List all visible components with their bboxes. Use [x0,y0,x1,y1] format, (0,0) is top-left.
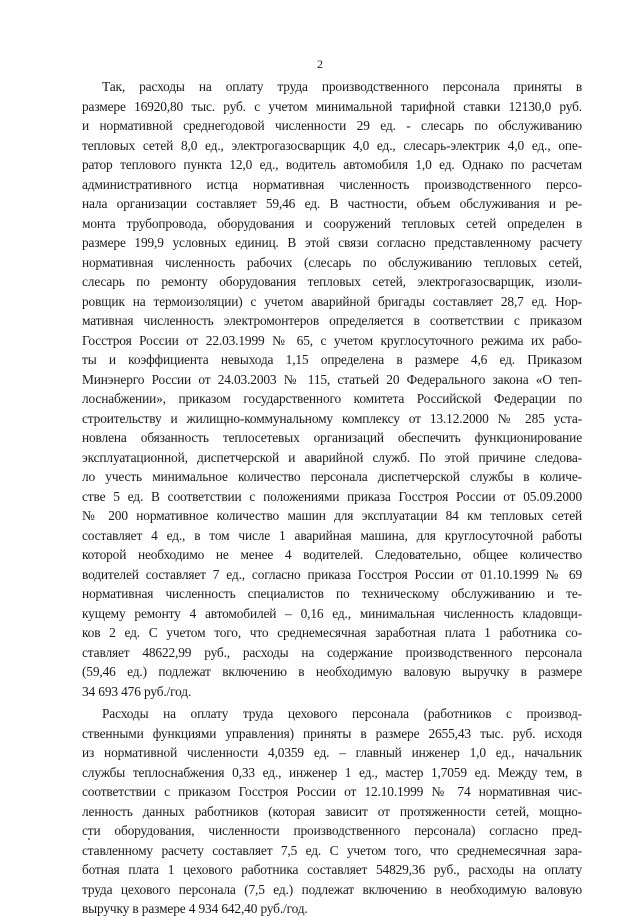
text-line: ботная плата 1 цехового работника составляет 54829,36 руб., расходы на оплату [82,862,582,877]
text-line: строительству и жилищно-коммунальному комплексу от 13.12.2000 № 285 уста- [82,410,582,426]
text-line: 34 693 476 руб./год. [82,683,192,699]
text-line: монта трубопровода, оборудования и сооружений тепловых сетей определен в [82,215,582,231]
text-line: Госстроя России от 22.03.1999 № 65, с учетом круглосуточного режима их рабо- [82,332,582,348]
text-line: водителей составляет 7 ед., согласно приказа Госстроя России от 01.10.1999 № 69 [82,566,582,582]
text-line: ставленному расчету составляет 7,5 ед. С учетом того, что среднемесячная зара- [82,842,582,858]
text-line: размере 16920,80 тыс. руб. с учетом минимальной тарифной ставки 12130,0 руб. [82,98,582,114]
text-line: нормативная численность специалистов по техническому обслуживанию и те- [82,586,582,601]
text-line: ровщик на термоизоляции) с учетом аварийной бригады составляет 28,7 ед. Нор- [82,293,582,309]
text-line: из нормативной численности 4,0359 ед. – главный инженер 1,0 ед., начальник [82,745,582,760]
text-line: которой необходимо не менее 4 водителей. Следовательно, общее количество [82,547,582,562]
text-line: сти оборудования, численности производственного персонала) согласно пред- [82,823,582,838]
text-line: ственными функциями управления) приняты в размере 2655,43 тыс. руб. исходя [82,725,582,741]
page-number: 2 [317,57,323,71]
text-line: Расходы на оплату труда цехового персонала (работников с производ- [102,706,582,721]
document-body [82,77,582,919]
text-line: № 200 нормативное количество машин для эксплуатации 84 км тепловых сетей [82,508,582,523]
text-line: службы теплоснабжения 0,33 ед., инженер 1 ед., мастер 1,7059 ед. Между тем, в [82,764,582,780]
text-line: выручку в размере 4 934 642,40 руб./год. [82,901,308,916]
text-line: слесарь по ремонту оборудования тепловых сетей, электрогазосварщик, изоли- [82,274,582,289]
text-line: ставляет 48622,99 руб., расходы на содержание производственного персонала [82,644,582,660]
text-line: составляет 4 ед., в том числе 1 аварийная машина, для круглосуточной работы [82,527,582,543]
text-line: соответствии с приказом Госстроя России от 12.10.1999 № 74 нормативная чис- [82,784,582,799]
text-line: новлена обязанность теплосетевых организаций обеспечить функционирование [82,430,582,445]
text-line: Минэнерго России от 24.03.2003 № 115, статьей 20 Федерального закона «О теп- [82,371,582,387]
text-line: нала организации составляет 59,46 ед. В частности, объем обслуживания и ре- [82,196,582,211]
paragraph-labor-costs-production [82,77,582,701]
text-line: труда цехового персонала (7,5 ед.) подлежат включению в необходимую валовую [82,881,582,897]
text-line: (59,46 ед.) подлежат включению в необходимую валовую выручку в размере [82,664,582,679]
text-line: нормативная численность рабочих (слесарь по обслуживанию тепловых сетей, [82,254,582,270]
paragraph-labor-costs-shop [82,704,582,919]
text-line: ратор теплового пункта 12,0 ед., водитель автомобиля 1,0 ед. Однако по расчетам [82,157,582,172]
text-line: ты и коэффициента невыхода 1,15 определена в размере 4,6 ед. Приказом [82,352,582,367]
text-line: размере 199,9 условных единиц. В этой связи согласно представленному расчету [82,235,582,250]
text-line: и нормативной среднегодовой численности 29 ед. - слесарь по обслуживанию [82,118,582,133]
text-line: ков 2 ед. С учетом того, что среднемесячная заработная плата 1 работника со- [82,625,582,640]
text-line: Так, расходы на оплату труда производственного персонала приняты в [102,79,582,94]
text-line: мативная численность электромонтеров определяется в соответствии с приказом [82,313,582,328]
text-line: тепловых сетей 8,0 ед., электрогазосварщик 4,0 ед., слесарь-электрик 4,0 ед., опе- [82,137,582,153]
text-line: кущему ремонту 4 автомобилей – 0,16 ед., минимальная численность кладовщи- [82,605,582,621]
text-line: ло учесть минимальное количество персонала диспетчерской службы в количе- [82,469,582,484]
text-line: административного истца нормативная численность производственного персо- [82,176,582,192]
text-line: лоснабжении», приказом государственного комитета Российской Федерации по [82,391,582,406]
text-line: эксплуатационной, диспетчерской и аварийной служб. По этой причине следова- [82,449,582,465]
text-line: ленность данных работников (которая зависит от протяженности сетей, мощно- [82,803,582,819]
text-line: стве 5 ед. В соответствии с положениями приказа Госстроя России от 05.09.2000 [82,488,582,504]
scan-speck [88,838,90,840]
